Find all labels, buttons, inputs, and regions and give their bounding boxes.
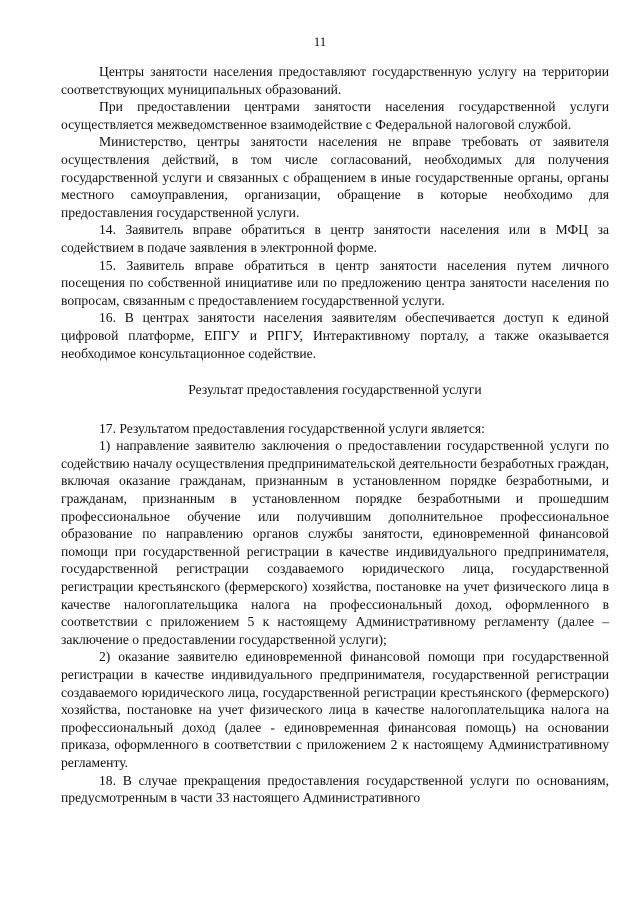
paragraph: Центры занятости населения предоставляют государственную услугу на территории соответствующих муниципальных образований. <box>61 64 609 97</box>
paragraph-item-18: 18. В случае прекращения предоставления государственной услуги по основаниям, предусмотренным в части 33 настоящего Административного <box>61 772 609 806</box>
paragraph-subitem-1: 1) направление заявителю заключения о предоставлении государственной услуги по содействию началу осуществления предпринимательской деятельности безработных граждан, включая оказание гражданам, признанным в установленном порядке безработными, и гражданам, признанным в установленном порядке безработными и прошедшим профессиональное обучение или получившим дополнительное профессиональное образование по направлению органов службы занятости, единовременной финансовой помощи при государственной регистрации в качестве индивидуального предпринимателя, государственной регистрации создаваемого юридического лица, государственной регистрации крестьянского (фермерского) хозяйства, постановке на учет физического лица в качестве налогоплательщика налога на профессиональный доход, оформленного в соответствии с приложением 5 к настоящему Административному регламенту (далее – заключение о предоставлении государственной услуги); <box>61 438 609 647</box>
paragraph-item-16: 16. В центрах занятости населения заявителям обеспечивается доступ к единой цифровой платформе, ЕПГУ и РПГУ, Интерактивному порталу, а также оказывается необходимое консультационное содействие. <box>61 310 609 361</box>
document-body <box>61 63 609 807</box>
paragraph-item-14: 14. Заявитель вправе обратиться в центр занятости населения или в МФЦ за содействием в подаче заявления в электронной форме. <box>61 222 609 255</box>
paragraph: Министерство, центры занятости населения не вправе требовать от заявителя осуществления действий, в том числе согласований, необходимых для получения государственной услуги и связанных с обращением в иные государственные органы, органы местного самоуправления, организации, обращение в которые необходимо для предоставления государственной услуги. <box>61 134 609 220</box>
paragraph-item-15: 15. Заявитель вправе обратиться в центр занятости населения путем личного посещения по собственной инициативе или по предложению центра занятости населения по вопросам, связанным с предоставлением государственной услуги. <box>61 257 609 308</box>
section-heading: Результат предоставления государственной услуги <box>188 382 482 398</box>
paragraph-subitem-2: 2) оказание заявителю единовременной финансовой помощи при государственной регистрации в качестве индивидуального предпринимателя, государственной регистрации создаваемого юридического лица, государственной регистрации крестьянского (фермерского) хозяйства, постановке на учет физического лица в качестве налогоплательщика налога на профессиональный доход (далее - единовременная финансовая помощь) на основании приказа, оформленного в соответствии с приложением 2 к настоящему Административному регламенту. <box>61 649 609 770</box>
paragraph: При предоставлении центрами занятости населения государственной услуги осуществляется межведомственное взаимодействие с Федеральной налоговой службой. <box>61 99 609 132</box>
paragraph-item-17: 17. Результатом предоставления государственной услуги является: <box>99 420 485 436</box>
page-number: 11 <box>313 34 327 49</box>
